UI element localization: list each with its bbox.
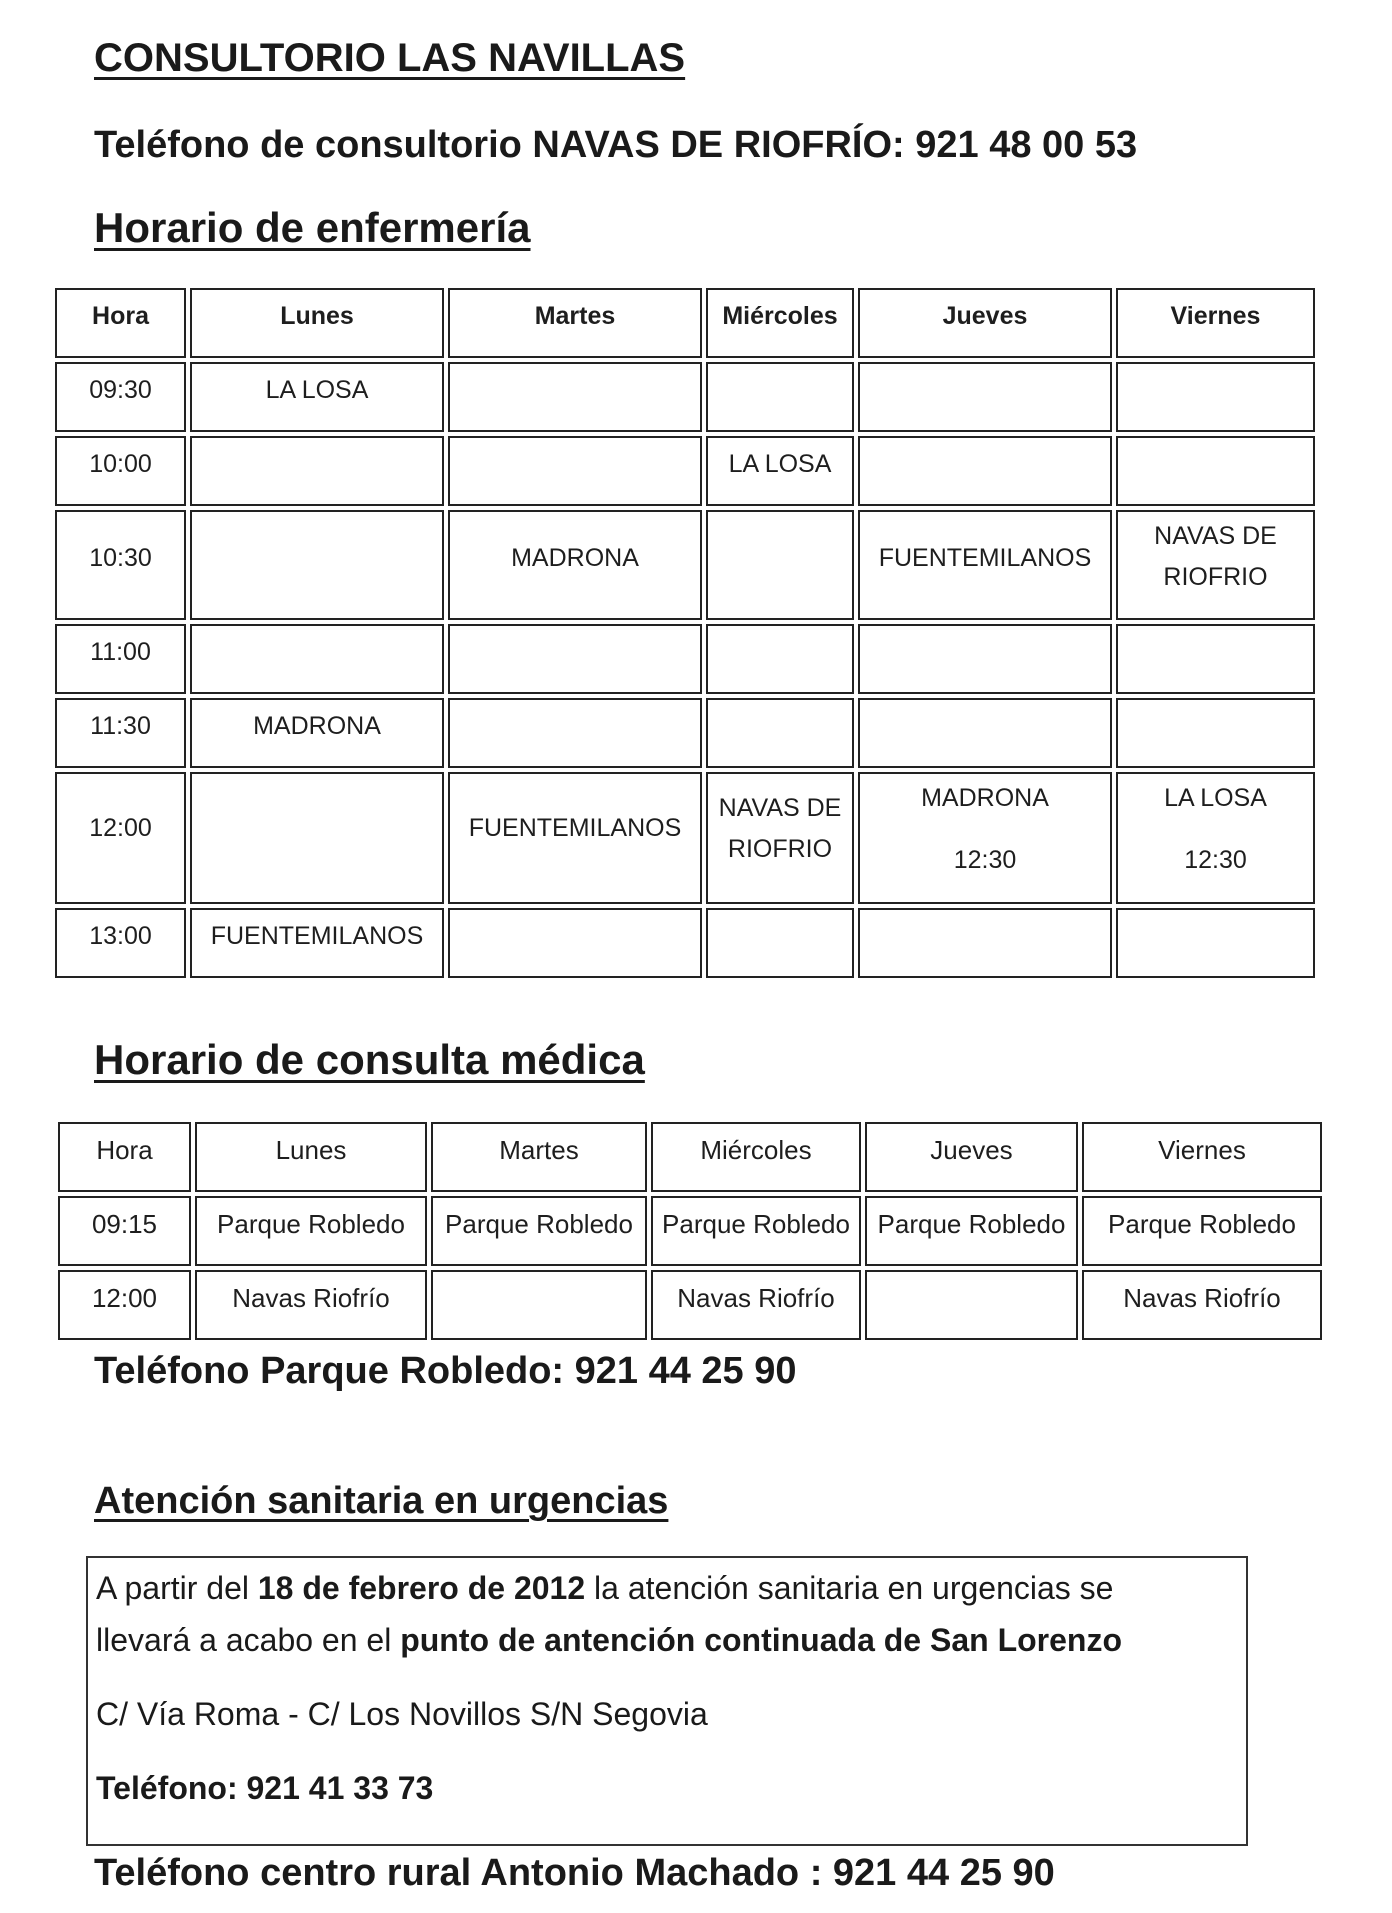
nursing-cell-jueves: MADRONA 12:30: [858, 772, 1112, 904]
nursing-cell-lunes: [190, 624, 444, 694]
nursing-cell-hora: 12:00: [55, 772, 186, 904]
nursing-cell-viernes: [1116, 908, 1315, 978]
page-title: CONSULTORIO LAS NAVILLAS: [94, 36, 686, 80]
medical-cell-viernes: Parque Robledo: [1082, 1196, 1322, 1266]
nursing-cell-jueves: [858, 624, 1112, 694]
nursing-header-martes: Martes: [448, 288, 702, 358]
nursing-header-lunes: Lunes: [190, 288, 444, 358]
nursing-cell-viernes: [1116, 624, 1315, 694]
medical-cell-martes: Parque Robledo: [431, 1196, 647, 1266]
nursing-cell-miercoles: [706, 624, 854, 694]
medical-header-miercoles: Miércoles: [651, 1122, 861, 1192]
urgencias-info-box: [86, 1556, 1248, 1846]
nursing-header-jueves: Jueves: [858, 288, 1112, 358]
urgencias-paragraph-line2: llevará a acabo en el punto de antención continuada de San Lorenzo: [96, 1622, 1122, 1658]
nursing-cell-jueves: [858, 908, 1112, 978]
medical-header-martes: Martes: [431, 1122, 647, 1192]
nursing-cell-jueves: [858, 698, 1112, 768]
consultorio-phone: Teléfono de consultorio NAVAS DE RIOFRÍO: 921 48 00 53: [94, 124, 1138, 166]
nursing-cell-miercoles: LA LOSA: [706, 436, 854, 506]
urgencias-location: punto de antención continuada de San Lorenzo: [400, 1622, 1122, 1658]
nursing-cell-martes: MADRONA: [448, 510, 702, 620]
nursing-cell-jueves: FUENTEMILANOS: [858, 510, 1112, 620]
nursing-cell-martes: [448, 624, 702, 694]
nursing-cell-hora: 10:00: [55, 436, 186, 506]
medical-cell-hora: 12:00: [58, 1270, 191, 1340]
medical-cell-viernes: Navas Riofrío: [1082, 1270, 1322, 1340]
urgencias-paragraph-line1: A partir del 18 de febrero de 2012 la atención sanitaria en urgencias se: [96, 1570, 1114, 1606]
medical-cell-hora: 09:15: [58, 1196, 191, 1266]
nursing-header-hora: Hora: [55, 288, 186, 358]
nursing-cell-lunes: MADRONA: [190, 698, 444, 768]
nursing-cell-martes: FUENTEMILANOS: [448, 772, 702, 904]
nursing-cell-lunes: LA LOSA: [190, 362, 444, 432]
centro-rural-phone: Teléfono centro rural Antonio Machado : 921 44 25 90: [94, 1852, 1055, 1894]
medical-cell-miercoles: Parque Robledo: [651, 1196, 861, 1266]
medical-cell-lunes: Parque Robledo: [195, 1196, 427, 1266]
nursing-cell-lunes: [190, 510, 444, 620]
nursing-cell-jueves: [858, 362, 1112, 432]
nursing-cell-hora: 11:00: [55, 624, 186, 694]
parque-robledo-phone: Teléfono Parque Robledo: 921 44 25 90: [94, 1350, 797, 1392]
nursing-cell-hora: 09:30: [55, 362, 186, 432]
urgencias-heading: Atención sanitaria en urgencias: [94, 1480, 669, 1522]
nursing-cell-viernes: LA LOSA 12:30: [1116, 772, 1315, 904]
nursing-cell-viernes: [1116, 698, 1315, 768]
nursing-cell-lunes: FUENTEMILANOS: [190, 908, 444, 978]
nursing-cell-martes: [448, 908, 702, 978]
nursing-cell-martes: [448, 436, 702, 506]
nursing-header-viernes: Viernes: [1116, 288, 1315, 358]
nursing-cell-miercoles: [706, 698, 854, 768]
urgencias-phone: Teléfono: 921 41 33 73: [96, 1770, 434, 1806]
medical-cell-jueves: Parque Robledo: [865, 1196, 1078, 1266]
nursing-cell-viernes: NAVAS DE RIOFRIO: [1116, 510, 1315, 620]
medical-header-hora: Hora: [58, 1122, 191, 1192]
medical-cell-miercoles: Navas Riofrío: [651, 1270, 861, 1340]
medical-header-jueves: Jueves: [865, 1122, 1078, 1192]
urgencias-address: C/ Vía Roma - C/ Los Novillos S/N Segovia: [96, 1696, 708, 1732]
nursing-cell-jueves: [858, 436, 1112, 506]
nursing-cell-miercoles: NAVAS DE RIOFRIO: [706, 772, 854, 904]
medical-schedule-heading: Horario de consulta médica: [94, 1036, 645, 1083]
medical-cell-martes: [431, 1270, 647, 1340]
urgencias-date: 18 de febrero de 2012: [257, 1570, 586, 1606]
medical-cell-lunes: Navas Riofrío: [195, 1270, 427, 1340]
nursing-cell-hora: 13:00: [55, 908, 186, 978]
nursing-cell-hora: 10:30: [55, 510, 186, 620]
nursing-cell-lunes: [190, 436, 444, 506]
medical-cell-jueves: [865, 1270, 1078, 1340]
nursing-cell-miercoles: [706, 908, 854, 978]
nursing-cell-miercoles: [706, 510, 854, 620]
nursing-cell-martes: [448, 698, 702, 768]
nursing-cell-miercoles: [706, 362, 854, 432]
nursing-cell-lunes: [190, 772, 444, 904]
nursing-cell-viernes: [1116, 362, 1315, 432]
nursing-cell-hora: 11:30: [55, 698, 186, 768]
nursing-header-miercoles: Miércoles: [706, 288, 854, 358]
nursing-schedule-heading: Horario de enfermería: [94, 204, 531, 251]
nursing-cell-martes: [448, 362, 702, 432]
medical-header-lunes: Lunes: [195, 1122, 427, 1192]
nursing-cell-viernes: [1116, 436, 1315, 506]
medical-header-viernes: Viernes: [1082, 1122, 1322, 1192]
